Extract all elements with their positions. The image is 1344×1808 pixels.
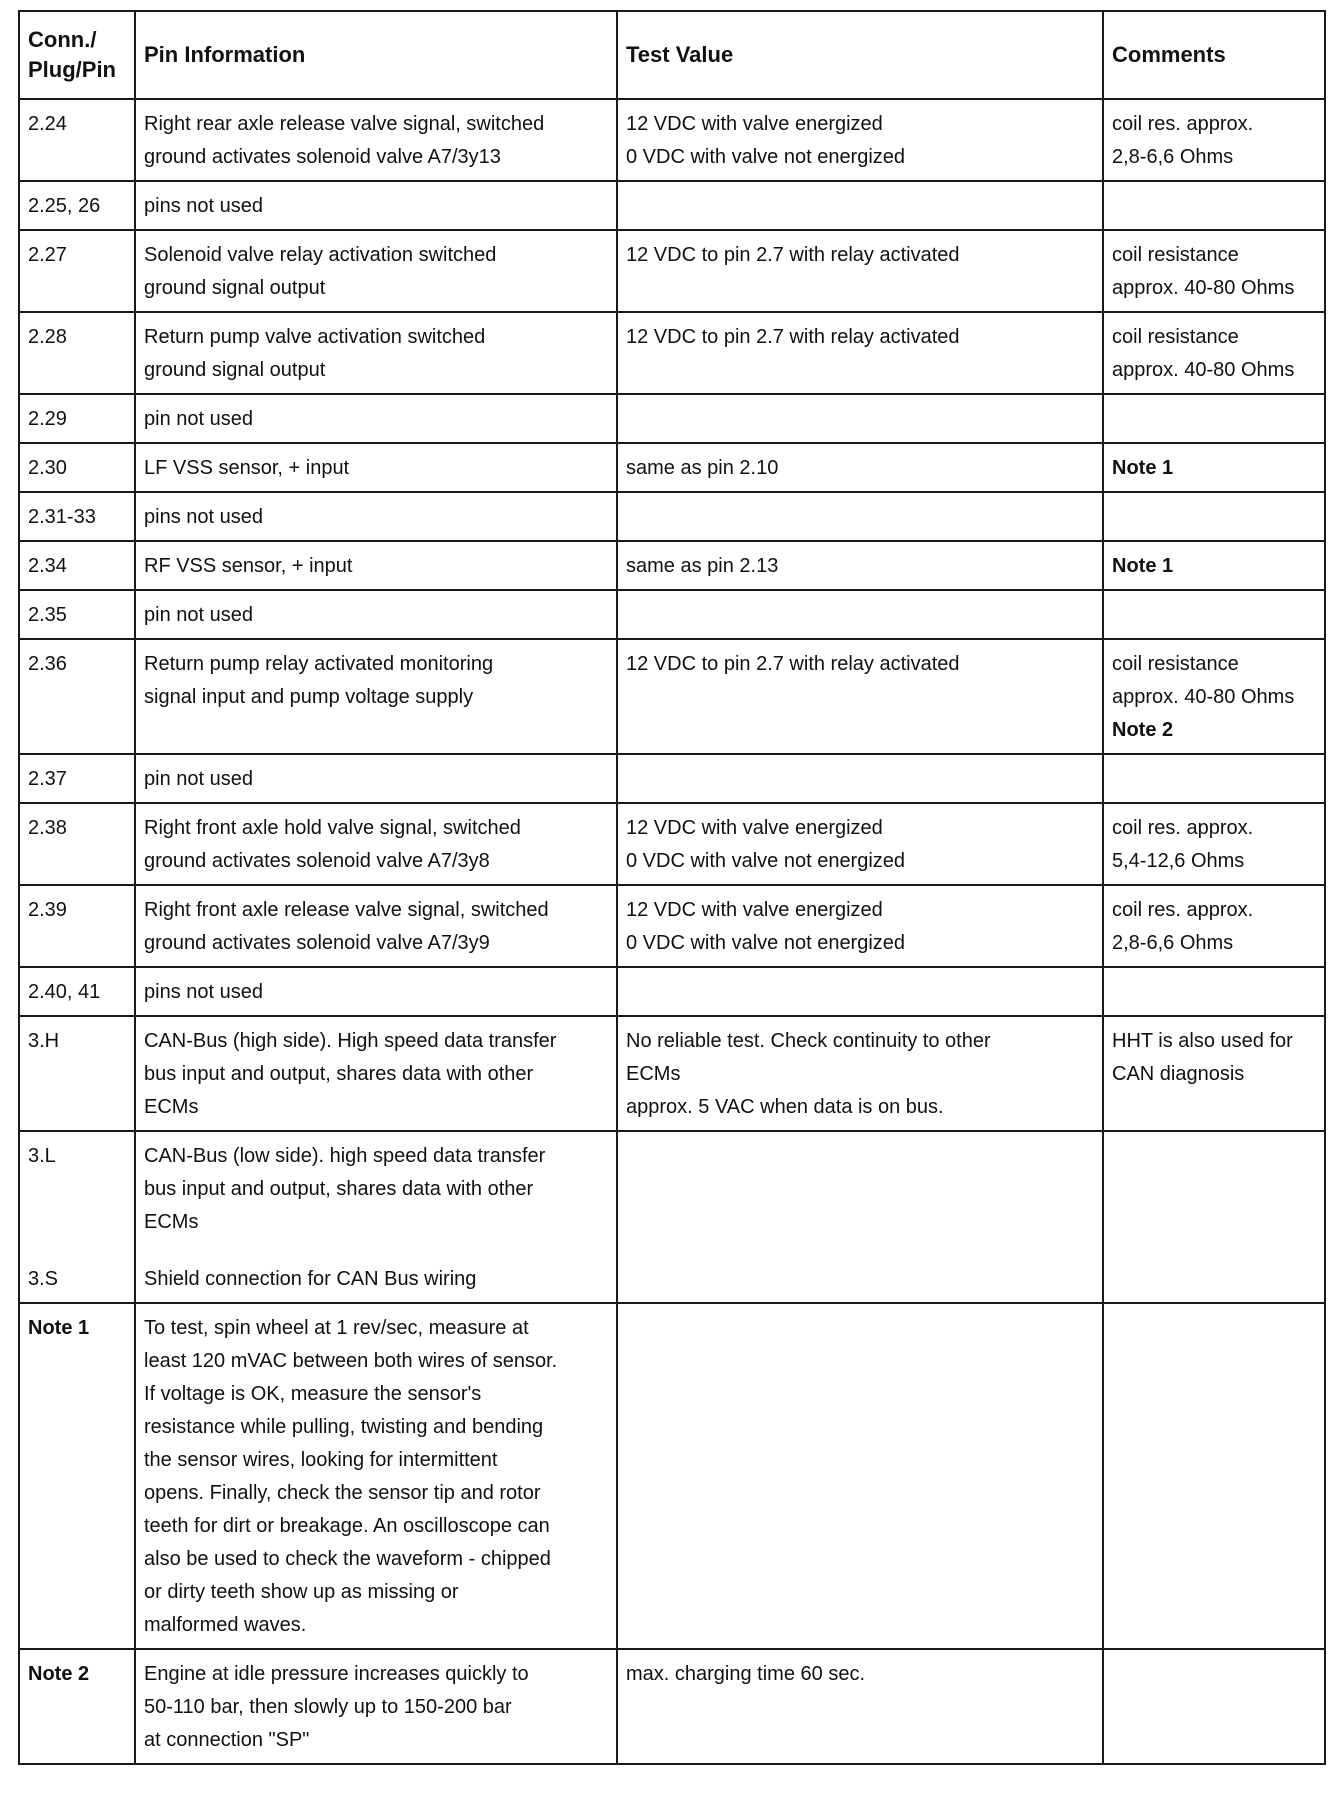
test-value-line: approx. 5 VAC when data is on bus. [626, 1096, 944, 1118]
test-value-cell [617, 754, 1103, 803]
pin-cell: 2.28 [19, 312, 135, 394]
note-text-line: least 120 mVAC between both wires of sensor. [144, 1350, 558, 1372]
pin-info-cell [135, 967, 617, 1016]
comment-cell [1103, 99, 1325, 181]
comment-cell [1103, 443, 1325, 492]
note-label: Note 1 [19, 1303, 135, 1649]
note-text-line: resistance while pulling, twisting and bending [144, 1416, 544, 1438]
pin-cell: 2.36 [19, 639, 135, 754]
pin-info-line: CAN-Bus (high side). High speed data transfer [144, 1030, 557, 1052]
pin-info-cell [135, 803, 617, 885]
comment-cell [1103, 394, 1325, 443]
table-header-row [19, 11, 1325, 99]
comment-cell [1103, 967, 1325, 1016]
pin-cell: 2.39 [19, 885, 135, 967]
pin-info-cell [135, 181, 617, 230]
pin-info-line: pins not used [144, 981, 263, 1003]
note-text-line: Engine at idle pressure increases quickly to [144, 1663, 529, 1685]
pin-info-cell [135, 590, 617, 639]
comment-line: approx. 40-80 Ohms [1112, 686, 1295, 708]
pin-info-line: pins not used [144, 506, 263, 528]
pin-info-line: ground activates solenoid valve A7/3y8 [144, 850, 490, 872]
test-value-cell [617, 639, 1103, 754]
pin-cell: 2.40, 41 [19, 967, 135, 1016]
test-value-line: same as pin 2.10 [626, 457, 779, 479]
test-value-cell [617, 885, 1103, 967]
comment-cell [1103, 492, 1325, 541]
pin-info-line: Right front axle release valve signal, switched [144, 899, 549, 921]
comment-cell [1103, 803, 1325, 885]
pin-cell: 2.31-33 [19, 492, 135, 541]
spacer [28, 1239, 126, 1263]
pin-info-line: ground activates solenoid valve A7/3y9 [144, 932, 490, 954]
comment-line: coil resistance [1112, 244, 1239, 266]
pin-cell [19, 1131, 135, 1303]
pin-info-line: ECMs [144, 1211, 199, 1233]
test-value-line: ECMs [626, 1063, 681, 1085]
comment-cell [1103, 541, 1325, 590]
pin-cell: 2.27 [19, 230, 135, 312]
test-value-line: 0 VDC with valve not energized [626, 850, 906, 872]
comment-cell [1103, 885, 1325, 967]
note-text-line: at connection "SP" [144, 1729, 310, 1751]
comment-cell [1103, 1303, 1325, 1649]
note-row [19, 1303, 1325, 1649]
pin-info-line: RF VSS sensor, + input [144, 555, 353, 577]
header-test-value: Test Value [617, 11, 1103, 99]
pin-info-line: pin not used [144, 408, 253, 430]
table-row [19, 803, 1325, 885]
test-value-line: max. charging time 60 sec. [626, 1663, 865, 1685]
pin-info-line: Shield connection for CAN Bus wiring [144, 1268, 477, 1290]
pin-cell: 2.35 [19, 590, 135, 639]
table-row [19, 230, 1325, 312]
pin-cell: 2.29 [19, 394, 135, 443]
pin-info-line: LF VSS sensor, + input [144, 457, 350, 479]
pin-info-line: pins not used [144, 195, 263, 217]
pin-info-line: ground signal output [144, 359, 326, 381]
header-conn-plug-pin [19, 11, 135, 99]
comment-line: 2,8-6,6 Ohms [1112, 146, 1234, 168]
pin-info-line: Return pump relay activated monitoring [144, 653, 494, 675]
test-value-cell [617, 443, 1103, 492]
pin-cell: 2.30 [19, 443, 135, 492]
pin-info-line: Return pump valve activation switched [144, 326, 486, 348]
table-row [19, 639, 1325, 754]
note-row [19, 1649, 1325, 1764]
pin-info-cell [135, 230, 617, 312]
pin-info-cell [135, 1016, 617, 1131]
note-text-cell [135, 1303, 617, 1649]
header-comments: Comments [1103, 11, 1325, 99]
pin-info-line: pin not used [144, 768, 253, 790]
table-row [19, 541, 1325, 590]
test-value-cell [617, 1649, 1103, 1764]
pin-info-cell [135, 394, 617, 443]
note-text-line: To test, spin wheel at 1 rev/sec, measure at [144, 1317, 529, 1339]
note-label: Note 2 [19, 1649, 135, 1764]
test-value-line: same as pin 2.13 [626, 555, 779, 577]
test-value-cell [617, 590, 1103, 639]
comment-note-ref: Note 1 [1112, 457, 1174, 479]
pin-3l: 3.L [28, 1145, 56, 1167]
table-row [19, 181, 1325, 230]
test-value-cell [617, 230, 1103, 312]
pin-info-cell [135, 1131, 617, 1303]
table-row [19, 967, 1325, 1016]
table-row [19, 312, 1325, 394]
comment-cell [1103, 1131, 1325, 1303]
comment-note-ref: Note 1 [1112, 555, 1174, 577]
pin-info-line: Right rear axle release valve signal, switched [144, 113, 545, 135]
pin-info-cell [135, 99, 617, 181]
comment-line: HHT is also used for [1112, 1030, 1293, 1052]
comment-line: CAN diagnosis [1112, 1063, 1245, 1085]
test-value-cell [617, 1131, 1103, 1303]
comment-line: coil res. approx. [1112, 113, 1254, 135]
comment-cell [1103, 1649, 1325, 1764]
test-value-line: 12 VDC to pin 2.7 with relay activated [626, 244, 960, 266]
test-value-cell [617, 541, 1103, 590]
pin-info-cell [135, 443, 617, 492]
table-row [19, 590, 1325, 639]
pin-info-cell [135, 492, 617, 541]
test-value-cell [617, 1303, 1103, 1649]
pin-cell: 2.37 [19, 754, 135, 803]
test-value-line: 0 VDC with valve not energized [626, 932, 906, 954]
test-value-line: No reliable test. Check continuity to other [626, 1030, 991, 1052]
pin-info-line: Solenoid valve relay activation switched [144, 244, 497, 266]
table-body [19, 99, 1325, 1764]
pin-3s: 3.S [28, 1268, 59, 1290]
pin-info-line: signal input and pump voltage supply [144, 686, 474, 708]
table-row [19, 394, 1325, 443]
pin-info-cell [135, 639, 617, 754]
comment-note-ref: Note 2 [1112, 719, 1174, 741]
comment-cell [1103, 639, 1325, 754]
comment-line: coil resistance [1112, 326, 1239, 348]
comment-line: coil res. approx. [1112, 817, 1254, 839]
test-value-line: 12 VDC with valve energized [626, 113, 883, 135]
note-text-line: If voltage is OK, measure the sensor's [144, 1383, 482, 1405]
test-value-cell [617, 181, 1103, 230]
test-value-line: 12 VDC to pin 2.7 with relay activated [626, 653, 960, 675]
note-text-line: malformed waves. [144, 1614, 307, 1636]
test-value-cell [617, 492, 1103, 541]
note-text-line: also be used to check the waveform - chipped [144, 1548, 551, 1570]
note-text-line: or dirty teeth show up as missing or [144, 1581, 459, 1603]
table-row [19, 1016, 1325, 1131]
comment-line: coil res. approx. [1112, 899, 1254, 921]
pin-info-cell [135, 312, 617, 394]
pin-info-line: CAN-Bus (low side). high speed data transfer [144, 1145, 546, 1167]
table-row [19, 885, 1325, 967]
pin-cell: 3.H [19, 1016, 135, 1131]
pin-info-cell [135, 541, 617, 590]
test-value-cell [617, 99, 1103, 181]
table-row [19, 492, 1325, 541]
test-value-cell [617, 803, 1103, 885]
pin-info-line: ECMs [144, 1096, 199, 1118]
table-row [19, 443, 1325, 492]
comment-line: coil resistance [1112, 653, 1239, 675]
note-text-line: the sensor wires, looking for intermittent [144, 1449, 498, 1471]
note-text-cell [135, 1649, 617, 1764]
pin-cell: 2.34 [19, 541, 135, 590]
header-conn-line2: Plug/Pin [28, 57, 116, 82]
pin-info-line: pin not used [144, 604, 253, 626]
test-value-cell [617, 967, 1103, 1016]
test-value-cell [617, 312, 1103, 394]
test-value-cell [617, 1016, 1103, 1131]
test-value-line: 12 VDC with valve energized [626, 817, 883, 839]
spacer [144, 1239, 608, 1263]
comment-line: 2,8-6,6 Ohms [1112, 932, 1234, 954]
table-row-can-low-shield [19, 1131, 1325, 1303]
comment-cell [1103, 312, 1325, 394]
pin-cell: 2.24 [19, 99, 135, 181]
spacer [28, 1173, 126, 1239]
pin-info-cell [135, 754, 617, 803]
pin-table-sheet [18, 10, 1324, 1765]
header-pin-information: Pin Information [135, 11, 617, 99]
test-value-cell [617, 394, 1103, 443]
pin-info-line: ground signal output [144, 277, 326, 299]
pin-cell: 2.25, 26 [19, 181, 135, 230]
comment-cell [1103, 1016, 1325, 1131]
pin-info-line: Right front axle hold valve signal, switched [144, 817, 521, 839]
comment-cell [1103, 590, 1325, 639]
table-row [19, 99, 1325, 181]
pin-info-cell [135, 885, 617, 967]
comment-line: 5,4-12,6 Ohms [1112, 850, 1245, 872]
comment-cell [1103, 230, 1325, 312]
table-row [19, 754, 1325, 803]
test-value-line: 0 VDC with valve not energized [626, 146, 906, 168]
comment-line: approx. 40-80 Ohms [1112, 277, 1295, 299]
note-text-line: 50-110 bar, then slowly up to 150-200 bar [144, 1696, 512, 1718]
note-text-line: opens. Finally, check the sensor tip and rotor [144, 1482, 541, 1504]
test-value-line: 12 VDC to pin 2.7 with relay activated [626, 326, 960, 348]
comment-line: approx. 40-80 Ohms [1112, 359, 1295, 381]
note-text-line: teeth for dirt or breakage. An oscilloscope can [144, 1515, 550, 1537]
pin-information-table [18, 10, 1326, 1765]
pin-info-line: bus input and output, shares data with other [144, 1178, 534, 1200]
pin-info-line: bus input and output, shares data with other [144, 1063, 534, 1085]
pin-info-line: ground activates solenoid valve A7/3y13 [144, 146, 501, 168]
comment-cell [1103, 181, 1325, 230]
header-conn-line1: Conn./ [28, 27, 97, 52]
pin-cell: 2.38 [19, 803, 135, 885]
test-value-line: 12 VDC with valve energized [626, 899, 883, 921]
comment-cell [1103, 754, 1325, 803]
